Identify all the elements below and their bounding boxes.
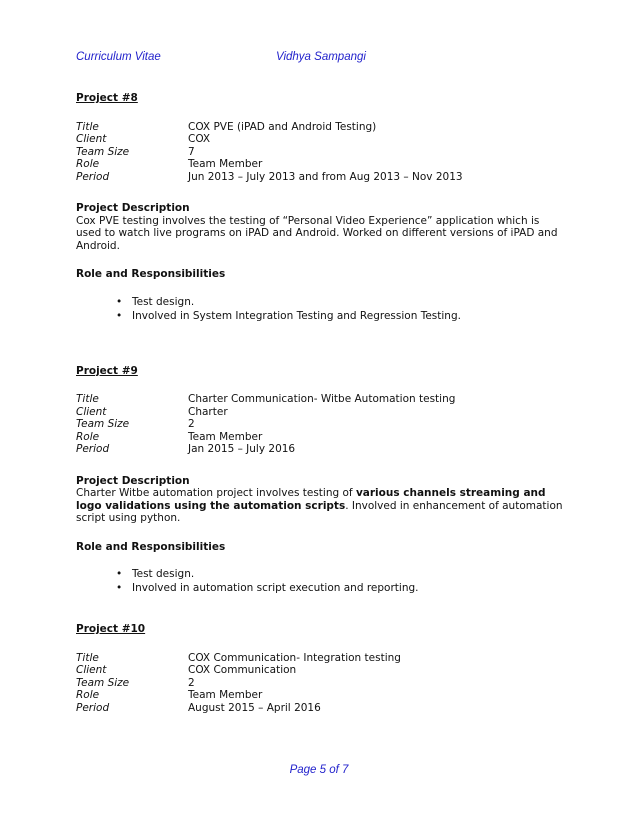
bullet-icon: •	[116, 309, 123, 322]
label-client: Client	[76, 664, 107, 676]
label-client: Client	[76, 133, 107, 145]
label-role: Role	[76, 430, 100, 443]
header-author-name: Vidhya Sampangi	[276, 51, 366, 63]
project-8-team-size: 7	[188, 145, 195, 158]
project-9-role: Team Member	[188, 430, 263, 443]
list-item: • Test design.	[116, 295, 195, 308]
project-8-title: COX PVE (iPAD and Android Testing)	[188, 120, 377, 133]
project-9-team-size: 2	[188, 418, 195, 430]
label-team-size: Team Size	[76, 145, 130, 158]
project-8-role: Team Member	[188, 158, 263, 170]
project-8-period: Jun 2013 – July 2013 and from Aug 2013 – Nov 2013	[188, 170, 463, 183]
project-8-description-heading: Project Description	[76, 202, 190, 214]
project-10-heading: Project #10	[76, 623, 146, 635]
project-10-role: Team Member	[188, 689, 263, 701]
project-9-responsibilities-heading: Role and Responsibilities	[76, 540, 226, 553]
page-header	[76, 51, 556, 67]
bullet-icon: •	[116, 582, 123, 594]
label-period: Period	[76, 701, 110, 714]
project-8-client: COX	[188, 133, 211, 145]
label-period: Period	[76, 443, 110, 455]
label-client: Client	[76, 405, 107, 418]
label-role: Role	[76, 158, 100, 170]
project-10-team-size: 2	[188, 676, 195, 689]
project-8-responsibilities-heading: Role and Responsibilities	[76, 268, 226, 280]
project-10-period: August 2015 – April 2016	[188, 701, 321, 714]
project-9-description-heading: Project Description	[76, 474, 190, 487]
project-9-client: Charter	[188, 405, 228, 418]
header-doc-title: Curriculum Vitae	[76, 51, 161, 63]
page-number: Page 5 of 7	[289, 764, 349, 776]
project-8-description: Cox PVE testing involves the testing of “Personal Video Experience” application which is used to watch live programs on iPAD and Android. Worked on different versions of iPAD and Android.	[76, 214, 558, 252]
list-item: • Involved in System Integration Testing and Regression Testing.	[116, 309, 461, 322]
project-9-period: Jan 2015 – July 2016	[188, 443, 296, 455]
label-title: Title	[76, 651, 99, 664]
project-10-title: COX Communication- Integration testing	[188, 651, 401, 664]
label-title: Title	[76, 120, 99, 133]
project-8-heading: Project #8	[76, 92, 138, 104]
list-item: • Test design.	[116, 568, 195, 580]
project-8-details	[76, 121, 566, 184]
label-period: Period	[76, 170, 110, 183]
label-team-size: Team Size	[76, 676, 130, 689]
project-9-responsibilities-list	[76, 567, 566, 595]
label-title: Title	[76, 393, 99, 405]
project-10-details	[76, 652, 566, 715]
project-9-heading: Project #9	[76, 364, 138, 377]
project-9-details	[76, 393, 566, 456]
project-9-description: Charter Witbe automation project involves testing of various channels streaming and logo validations using the automation scripts. Involved in enhancement of automation script using python.	[76, 487, 563, 524]
label-team-size: Team Size	[76, 418, 130, 430]
project-10-client: COX Communication	[188, 664, 297, 676]
label-role: Role	[76, 689, 100, 701]
bullet-icon: •	[116, 568, 123, 580]
project-9-title: Charter Communication- Witbe Automation testing	[188, 393, 456, 405]
list-item: • Involved in automation script execution and reporting.	[116, 582, 419, 594]
document-body	[76, 92, 566, 714]
bullet-icon: •	[116, 295, 123, 308]
project-8-responsibilities-list	[76, 295, 566, 323]
